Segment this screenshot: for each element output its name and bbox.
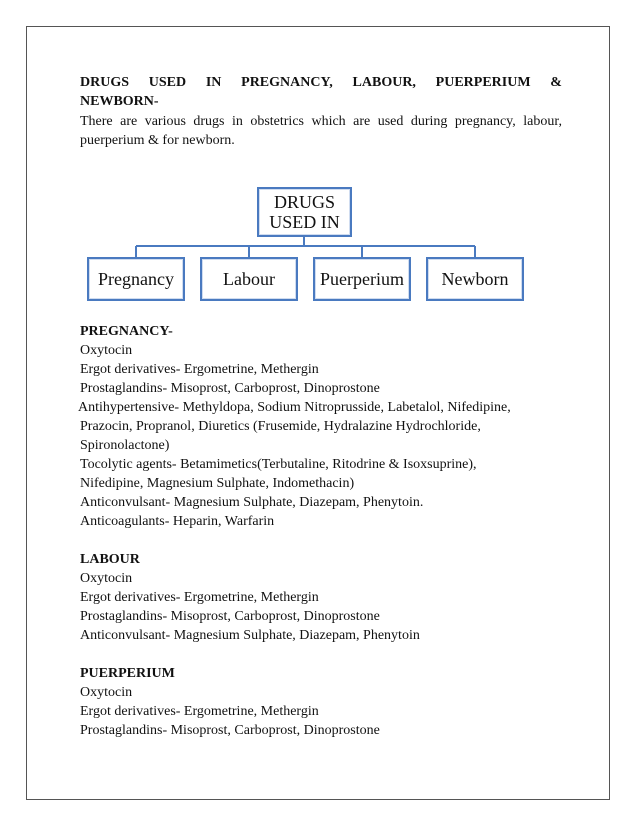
list-item: Tocolytic agents- Betamimetics(Terbutaline, Ritodrine & Isoxsuprine), [80, 457, 477, 472]
heading-word: LABOUR, [352, 75, 416, 90]
list-item: Oxytocin [80, 571, 133, 586]
section-labour [80, 550, 570, 645]
document-body [80, 322, 570, 759]
diagram-node-puerperium: Puerperium [313, 257, 411, 301]
list-item: Anticonvulsant- Magnesium Sulphate, Diazepam, Phenytoin. [80, 495, 424, 510]
list-item: Prostaglandins- Misoprost, Carboprost, Dinoprostone [80, 723, 380, 738]
intro-word: during [410, 114, 448, 129]
intro-line [80, 112, 562, 131]
list-item: Oxytocin [80, 343, 133, 358]
list-item: Antihypertensive- Methyldopa, Sodium Nitroprusside, Labetalol, Nifedipine, [78, 400, 511, 415]
list-item: Anticoagulants- Heparin, Warfarin [80, 514, 275, 529]
diagram-node-labour: Labour [200, 257, 298, 301]
list-item: Ergot derivatives- Ergometrine, Methergin [80, 362, 319, 377]
list-item: Anticonvulsant- Magnesium Sulphate, Diazepam, Phenytoin [80, 628, 420, 643]
intro-paragraph [80, 112, 562, 150]
list-item: Ergot derivatives- Ergometrine, Methergin [80, 704, 319, 719]
intro-word: are [353, 114, 371, 129]
heading-word: PUERPERIUM [435, 75, 531, 90]
document-heading-continued: NEWBORN- [80, 94, 159, 109]
intro-word: obstetrics [250, 114, 304, 129]
heading-word: & [550, 75, 562, 90]
intro-word: pregnancy, [454, 114, 516, 129]
intro-word: labour, [523, 114, 562, 129]
intro-word: in [231, 114, 243, 129]
diagram-node-pregnancy: Pregnancy [87, 257, 185, 301]
diagram-root-node [257, 187, 352, 237]
section-title: PUERPERIUM [80, 666, 175, 681]
list-item: Oxytocin [80, 685, 133, 700]
list-item: Prostaglandins- Misoprost, Carboprost, Dinoprostone [80, 381, 380, 396]
list-item: Prostaglandins- Misoprost, Carboprost, Dinoprostone [80, 609, 380, 624]
heading-word: USED [148, 75, 187, 90]
intro-word: used [377, 114, 404, 129]
root-node-line: DRUGS [273, 192, 335, 212]
list-item: Ergot derivatives- Ergometrine, Methergin [80, 590, 319, 605]
list-item: Nifedipine, Magnesium Sulphate, Indomethacin) [80, 476, 355, 491]
list-item: Spironolactone) [80, 438, 170, 453]
intro-word: are [120, 114, 138, 129]
list-item: Prazocin, Propranol, Diuretics (Frusemide, Hydralazine Hydrochloride, [80, 419, 481, 434]
heading-word: IN [205, 75, 222, 90]
section-title: PREGNANCY- [80, 324, 173, 339]
section-title: LABOUR [80, 552, 140, 567]
heading-word: DRUGS [80, 75, 130, 90]
intro-line: puerperium & for newborn. [80, 133, 235, 148]
heading-word: PREGNANCY, [241, 75, 333, 90]
section-puerperium [80, 664, 570, 740]
intro-word: various [144, 114, 186, 129]
diagram-node-newborn: Newborn [426, 257, 524, 301]
document-heading [80, 73, 562, 92]
intro-word: which [311, 114, 346, 129]
intro-word: drugs [193, 114, 225, 129]
section-pregnancy [80, 322, 570, 531]
intro-word: There [80, 114, 113, 129]
root-node-line: USED IN [269, 212, 340, 232]
